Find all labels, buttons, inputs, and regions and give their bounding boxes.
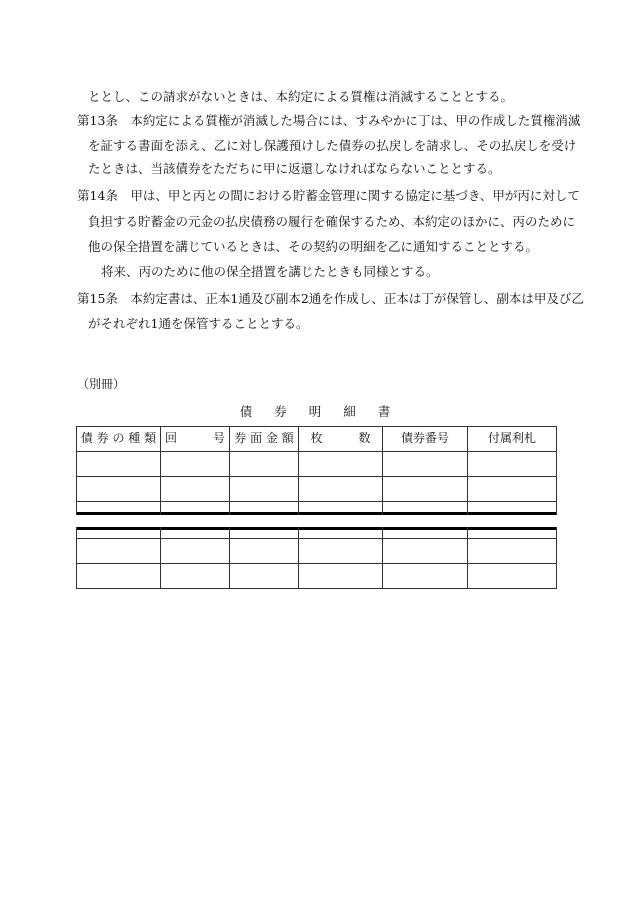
article-14-line-3: 他の保全措置を講じているときは、その契約の明細を乙に通知することとする。 bbox=[88, 239, 539, 254]
table-column-rule bbox=[467, 426, 468, 515]
table-rule bbox=[76, 476, 556, 477]
article-13-line-3: たときは、当該債券をただちに甲に返還しなければならないこととする。 bbox=[88, 161, 501, 176]
table-rule bbox=[76, 501, 556, 502]
header-bond-type: 債 券 の 種 類 bbox=[80, 431, 157, 445]
article-14-line-1: 第14条 甲は、甲と丙との間における貯蓄金管理に関する協定に基づき、甲が丙に対して bbox=[77, 188, 580, 203]
table-rule bbox=[76, 563, 556, 564]
text-line-1: ととし、この請求がないときは、本約定による質権は消滅することとする。 bbox=[88, 89, 514, 104]
table-column-rule bbox=[382, 426, 383, 515]
header-face-value: 券 面 金 額 bbox=[234, 431, 294, 445]
table-column-rule bbox=[160, 426, 161, 515]
header-count: 枚 数 bbox=[310, 431, 371, 445]
header-coupons: 付属利札 bbox=[487, 431, 536, 445]
appendix-label: （別冊） bbox=[77, 377, 126, 391]
table-break-rule bbox=[76, 512, 556, 515]
table-column-rule bbox=[229, 426, 230, 515]
table-column-rule bbox=[160, 527, 161, 589]
table-rule bbox=[76, 538, 556, 539]
table-column-rule bbox=[556, 426, 557, 515]
table-column-rule bbox=[298, 426, 299, 515]
header-bond-number: 債券番号 bbox=[400, 431, 449, 445]
article-13-line-1: 第13条 本約定による質権が消滅した場合には、すみやかに丁は、甲の作成した質権消滅 bbox=[77, 113, 581, 128]
table-title: 債券明細書 bbox=[239, 404, 413, 419]
table-break-rule bbox=[76, 527, 556, 530]
article-14-line-2: 負担する貯蓄金の元金の払戻債務の履行を確保するため、本約定のほかに、丙のために bbox=[88, 214, 576, 229]
table-column-rule bbox=[467, 527, 468, 589]
header-series: 回 号 bbox=[164, 431, 225, 445]
table-column-rule bbox=[556, 527, 557, 589]
table-column-rule bbox=[76, 426, 77, 515]
article-14-line-4: 将来、丙のために他の保全措置を講じたときも同様とする。 bbox=[101, 264, 439, 279]
table-column-rule bbox=[229, 527, 230, 589]
table-column-rule bbox=[298, 527, 299, 589]
table-column-rule bbox=[76, 527, 77, 589]
table-rule bbox=[76, 451, 556, 452]
table-rule bbox=[76, 588, 556, 589]
article-15-line-2: がそれぞれ1通を保管することとする。 bbox=[88, 316, 309, 331]
article-13-line-2: を証する書面を添え、乙に対し保護預けした債券の払戻しを請求し、その払戻しを受け bbox=[88, 138, 577, 153]
table-rule bbox=[76, 426, 556, 427]
article-15-line-1: 第15条 本約定書は、正本1通及び副本2通を作成し、正本は丁が保管し、副本は甲及び乙 bbox=[77, 291, 584, 306]
table-column-rule bbox=[382, 527, 383, 589]
